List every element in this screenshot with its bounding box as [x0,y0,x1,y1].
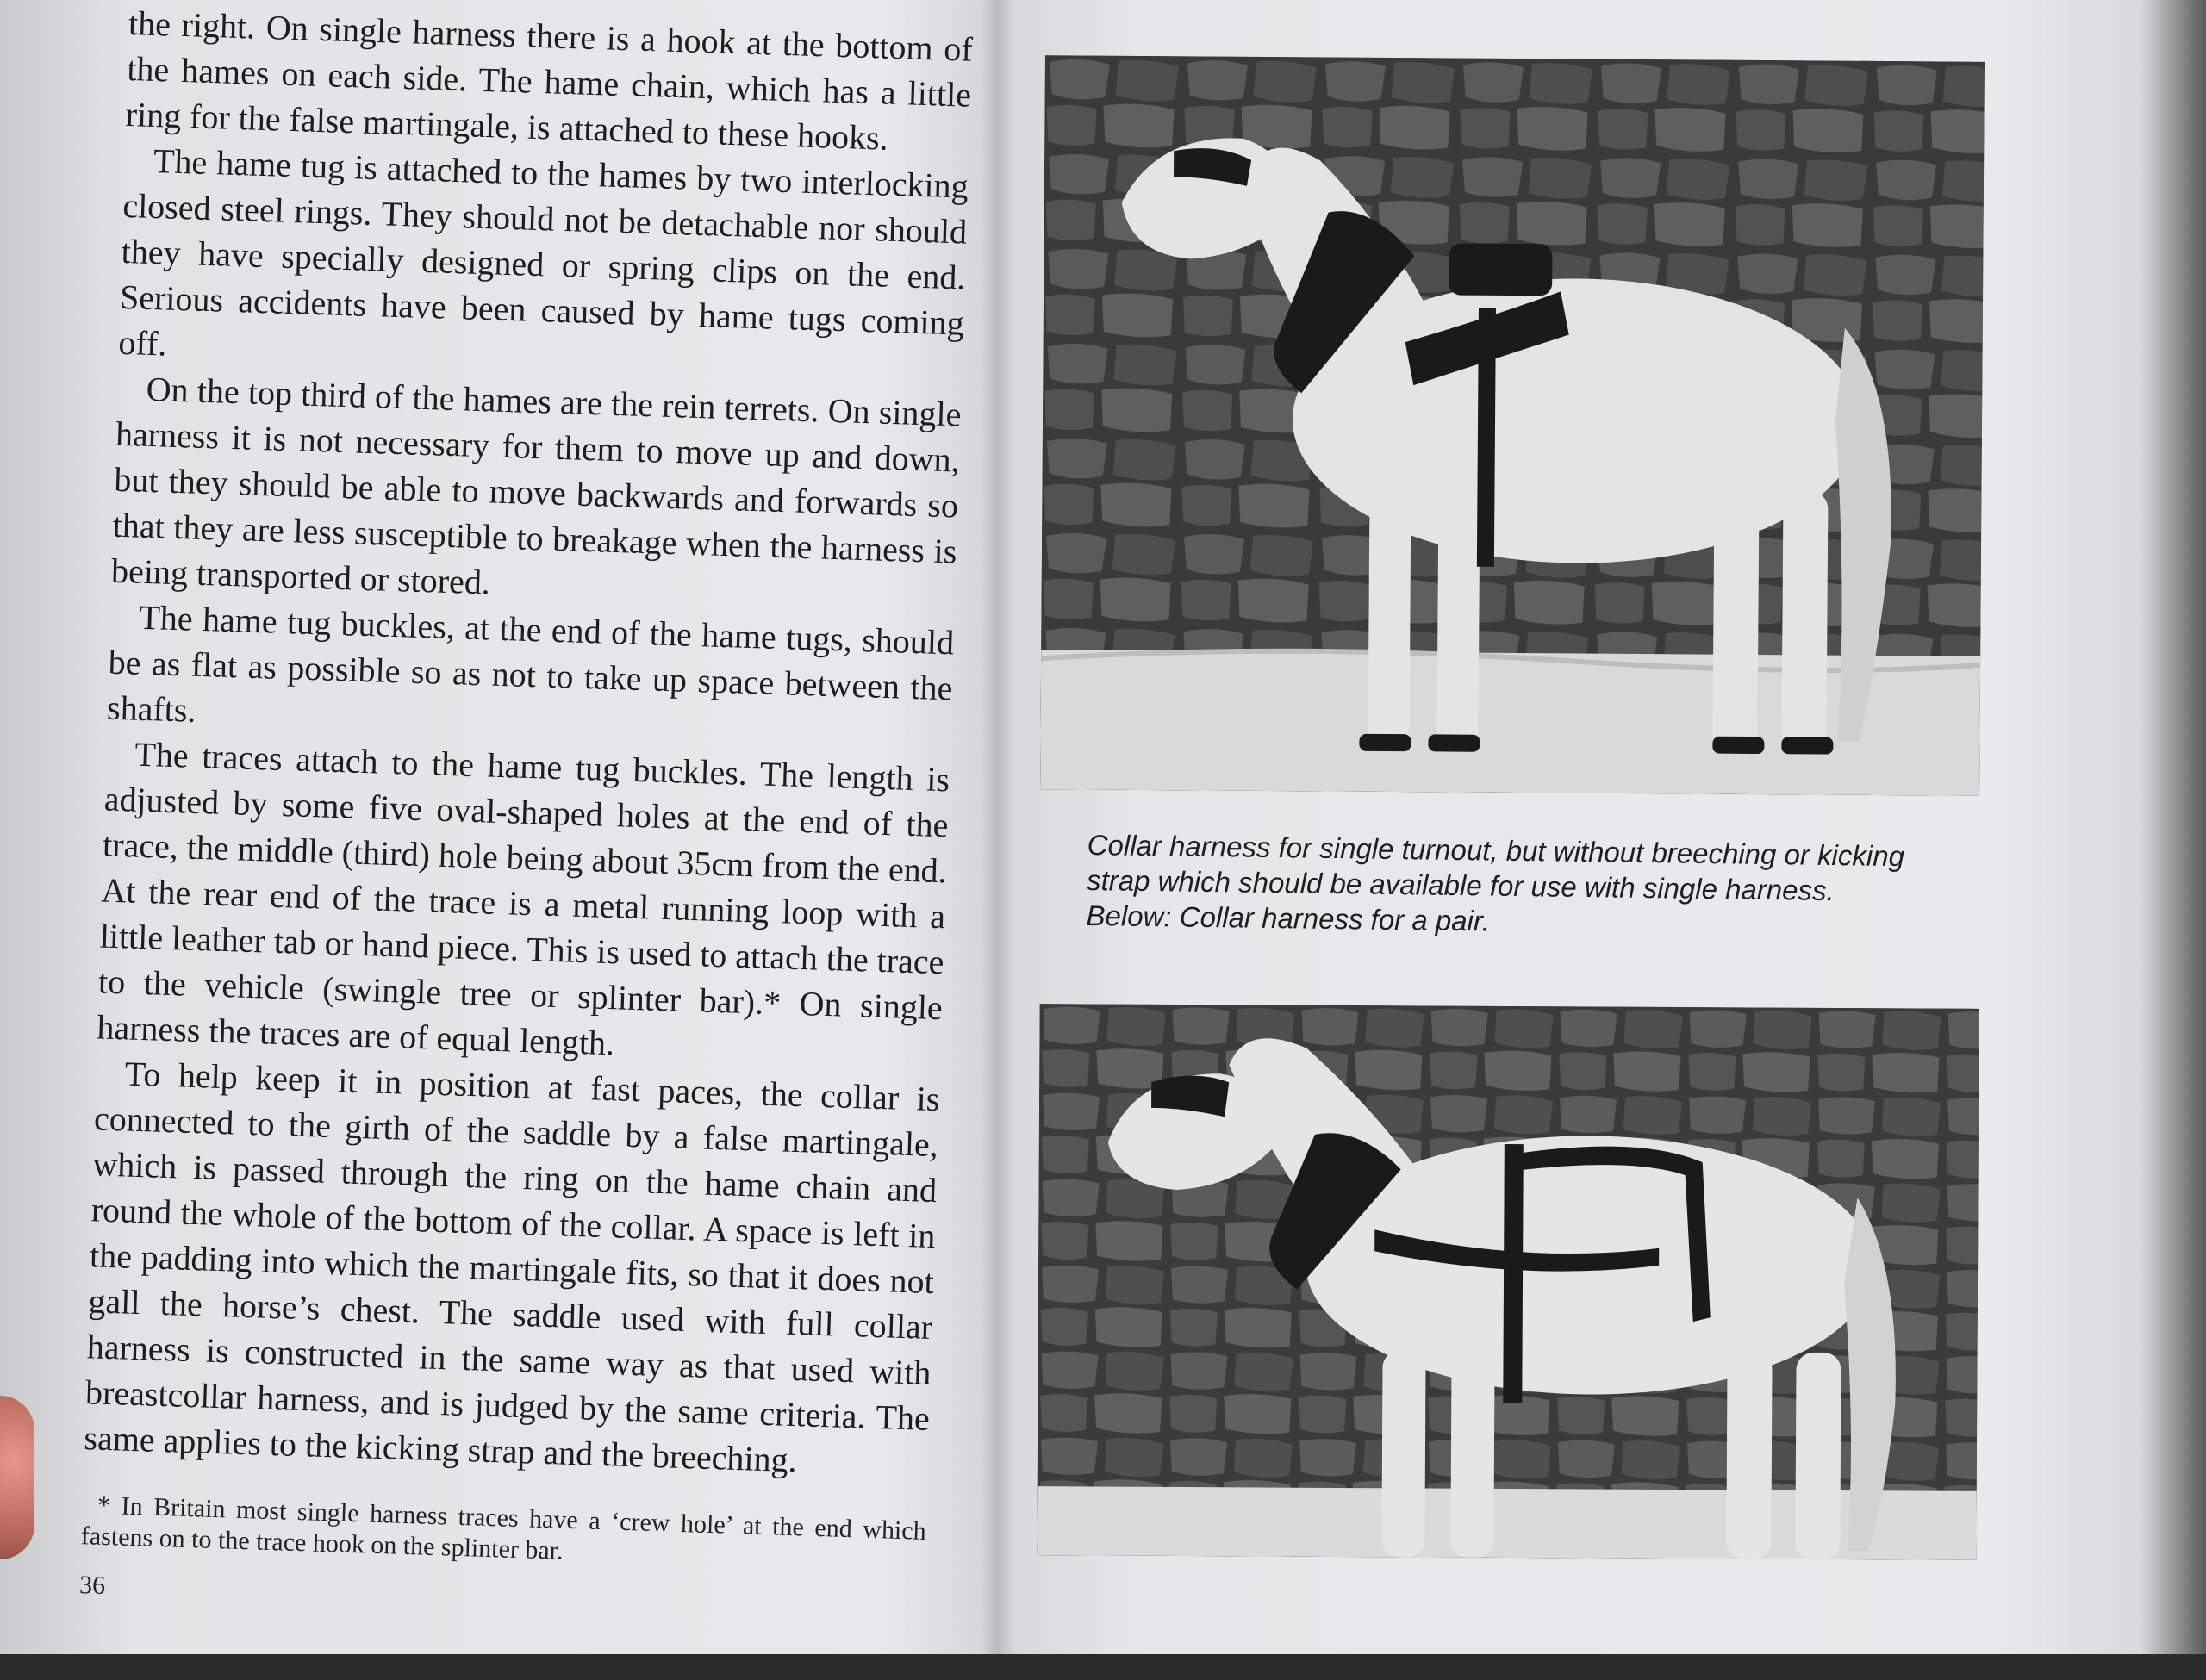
reader-thumb [0,1396,34,1559]
caption-line: Collar harness for single turnout, but without breeching or kicking strap which should be available for use with single harness. [1086,828,1905,907]
paragraph: The traces attach to the hame tug buckles. The length is adjusted by some five oval-shaped holes at the end of the trace, the middle (third) hole being about 35cm from the end. At the rear end of the trace is a metal running loop with a little leather tab or hand piece. This is used to attach the trace to the vehicle (swingle tree or splinter bar).* On single harness the traces are of equal length. [96,734,950,1063]
paragraph: On the top third of the hames are the rein terrets. On single harness it is not necessary for them to move up and down, but they should be able to move backwards and forwards so that they are less susceptible to breakage when the harness is being transported or stored. [110,369,963,602]
caption-line: Below: Collar harness for a pair. [1086,899,1491,937]
page-number: 36 [78,1571,106,1601]
photo-single-harness [1040,55,1985,796]
photo-caption [1086,827,1949,945]
photo-pair-harness [1037,1004,1979,1560]
left-page [78,0,974,1680]
footnote: * In Britain most single harness traces have a ‘crew hole’ at the end which fastens on to the trace hook on the splinter bar. [80,1490,927,1565]
paragraph: the right. On single harness there is a hook at the bottom of the hames on each side. The hame chain, which has a little ring for the false martingale, is attached to these hooks. [125,3,974,158]
paragraph: The hame tug is attached to the hames by two interlocking closed steel rings. They should not be detachable nor should they have specially designed or spring clips on the end. Serious accidents have been caused by hame tugs coming off. [117,140,969,364]
horse-pair-harness-image [1037,1004,1979,1560]
paragraph: To help keep it in position at fast paces, the collar is connected to the girth of the saddle by a false martingale, which is passed through the ring on the hame chain and round the whole of the bottom of the collar. A space is left in the padding into which the martingale fits, so that it does not gall the horse’s chest. The saddle used with full collar harness is constructed in the same way as that used with breastcollar harness, and is judged by the same criteria. The same applies to the kicking strap and the breeching. [83,1054,941,1480]
paragraph: The hame tug buckles, at the end of the hame tugs, should be as flat as possible so as not to take up space between the shafts. [106,597,955,730]
horse-single-harness-image [1040,55,1985,796]
